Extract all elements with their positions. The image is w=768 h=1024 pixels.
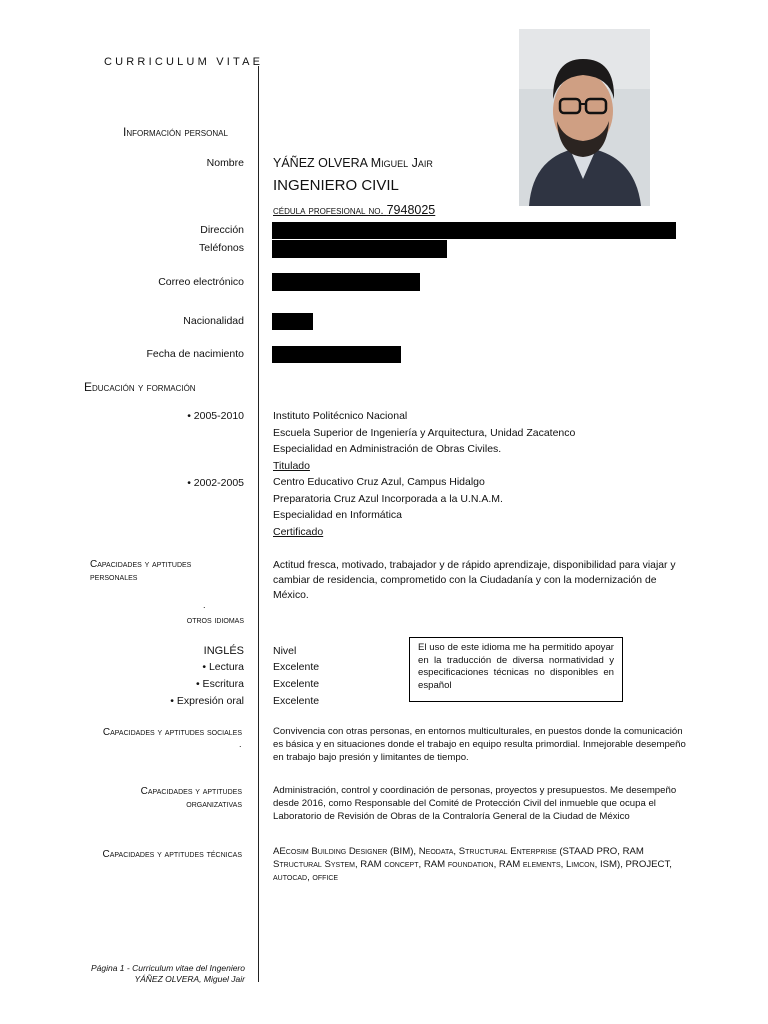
org-skills-text: Administración, control y coordinación de personas, proyectos y presupuestos. Me desempeño desde 2016, como Responsable del Comité de Protección Civil del inmueble que ocupa el Laboratorio de Revisión de Obras de la Contraloría General de la Ciudad de México	[273, 785, 677, 822]
section-languages: otros idiomas	[186, 615, 244, 626]
full-name: YÁÑEZ OLVERA Miguel Jair	[273, 156, 433, 170]
footer-line-2: YÁÑEZ OLVERA, Miguel Jair	[134, 974, 245, 984]
education-line: Preparatoria Cruz Azul Incorporada a la U.N.A.M.	[273, 492, 503, 505]
skill-escritura: • Escritura	[195, 678, 244, 690]
org-skills-label	[44, 785, 242, 811]
language-note-box: El uso de este idioma me ha permitido apoyar en la traducción de diversa normatividad y especificaciones técnicas no disponibles en español	[409, 637, 623, 702]
social-skills-label: Capacidades y aptitudes sociales	[102, 727, 242, 738]
level-escritura: Excelente	[273, 678, 320, 690]
redacted-phone	[272, 240, 447, 258]
document-title: CURRICULUM VITAE	[104, 56, 264, 68]
personal-skills-label-line: Capacidades y aptitudes	[90, 559, 192, 570]
redacted-address	[272, 222, 676, 239]
tech-skills-label: Capacidades y aptitudes técnicas	[102, 849, 242, 860]
education-years-2: • 2002-2005	[187, 477, 244, 489]
social-skills-text: Convivencia con otras personas, en entornos multiculturales, en puestos donde la comunicación es básica y en situaciones donde el trabajo en equipo resulta primordial. Inmejorable desempeño en trabajo bajo presión y limitantes de tiempo.	[273, 726, 686, 763]
language-level-label: Nivel	[273, 645, 297, 657]
vertical-divider	[258, 66, 259, 982]
redacted-email	[272, 273, 420, 291]
education-years-1: • 2005-2010	[187, 410, 244, 422]
cedula-line	[273, 203, 435, 217]
direccion-label: Dirección	[200, 224, 244, 236]
nombre-label: Nombre	[206, 157, 244, 169]
profile-photo	[519, 29, 650, 206]
level-expresion-oral: Excelente	[273, 695, 320, 707]
correo-label: Correo electrónico	[158, 276, 244, 288]
tech-skills-text: AEcosim Building Designer (BIM), Neodata, Structural Enterprise (STAAD PRO, RAM Structural System, RAM concept, RAM foundation, RAM elements, Limcon, ISM), PROJECT, autocad, office	[273, 846, 672, 883]
social-skills-dot: .	[239, 739, 242, 749]
personal-skills-label-line: personales	[90, 572, 138, 583]
org-skills-label-line: organizativas	[186, 799, 242, 810]
education-line: Escuela Superior de Ingeniería y Arquitectura, Unidad Zacatenco	[273, 426, 576, 439]
personal-skills-text: Actitud fresca, motivado, trabajador y de rápido aprendizaje, disponibilidad para viajar y cambiar de residencia, comprometido con la Ciudadanía y con la modernización de México.	[273, 560, 676, 601]
nacionalidad-label: Nacionalidad	[183, 315, 244, 327]
skill-expresion-oral: • Expresión oral	[170, 695, 244, 707]
skill-lectura: • Lectura	[202, 661, 244, 673]
section-education: Educación y formación	[84, 380, 196, 394]
education-status: Titulado	[273, 459, 310, 472]
profession: INGENIERO CIVIL	[273, 177, 399, 194]
education-entry-2	[273, 474, 503, 540]
education-entry-1	[273, 408, 575, 474]
level-lectura: Excelente	[273, 661, 320, 673]
personal-skills-label	[90, 558, 191, 584]
fecha-label: Fecha de nacimiento	[146, 348, 244, 360]
languages-dot: .	[203, 600, 206, 610]
cedula-number: 7948025	[386, 203, 436, 217]
education-line: Especialidad en Informática	[273, 509, 402, 521]
org-skills-label-line: Capacidades y aptitudes	[140, 786, 242, 797]
language-name: INGLÉS	[203, 645, 244, 657]
redacted-nationality	[272, 313, 313, 330]
telefonos-label: Teléfonos	[199, 242, 244, 254]
education-line: Centro Educativo Cruz Azul, Campus Hidalgo	[273, 476, 485, 488]
education-line: Especialidad en Administración de Obras Civiles.	[273, 443, 502, 455]
footer-line-1: Página 1 - Curriculum vitae del Ingeniero	[90, 963, 245, 973]
page-footer	[60, 963, 245, 985]
education-status: Certificado	[273, 525, 324, 538]
education-line: Instituto Politécnico Nacional	[273, 410, 408, 422]
section-personal-info: Información personal	[123, 125, 228, 139]
cedula-label: cédula profesional no.	[273, 205, 384, 217]
redacted-birthdate	[272, 346, 401, 363]
